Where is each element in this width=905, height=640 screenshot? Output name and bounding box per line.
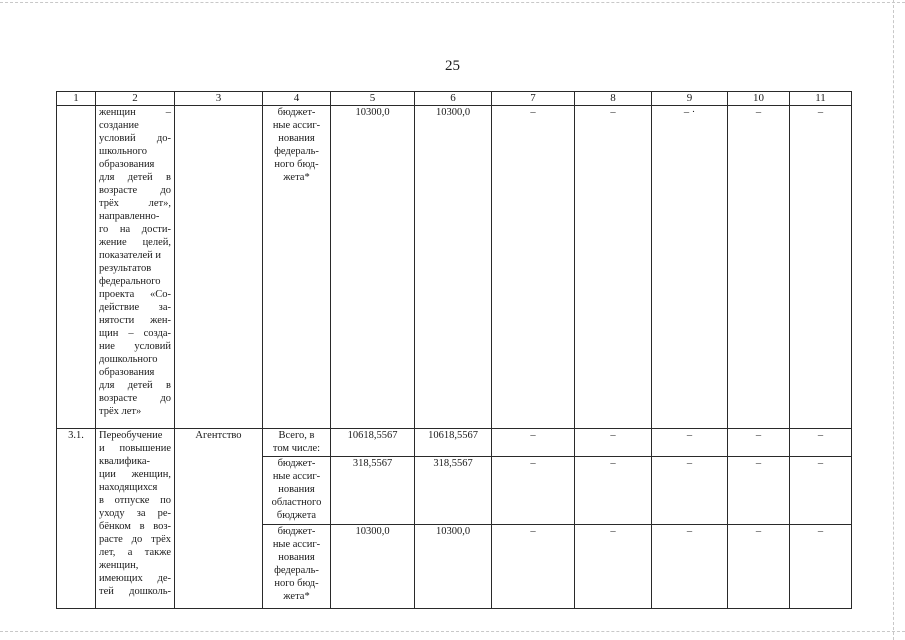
text-line: бёнком в воз- (99, 521, 171, 532)
dash-cell: – (790, 106, 852, 429)
text-line: ции женщин, (99, 469, 171, 480)
table-row (57, 429, 852, 457)
text-line: федераль- (274, 565, 319, 576)
header-cell: 4 (263, 92, 331, 106)
dash-cell: – (492, 525, 575, 609)
dash-cell: – (652, 525, 728, 609)
table-row (57, 106, 852, 429)
text-line: дошкольного (99, 354, 158, 365)
text-line: тей дошколь- (99, 586, 171, 597)
text-line: нятости жен- (99, 315, 171, 326)
header-cell: 8 (575, 92, 652, 106)
page-number: 25 (445, 58, 460, 74)
amount-cell: 318,5567 (331, 457, 415, 525)
text-line: ного бюд- (274, 159, 319, 170)
text-line: щин – созда- (99, 328, 171, 339)
text-line: для детей в (99, 172, 171, 183)
dash-cell: – (790, 457, 852, 525)
dash-cell: – (492, 457, 575, 525)
dash-cell: – (492, 429, 575, 457)
text-line: трёх лет» (99, 406, 142, 417)
text-line: Переобучение (99, 430, 163, 441)
text-line: бюджета (276, 510, 317, 521)
dash-cell: – (728, 525, 790, 609)
text-line: условий до- (99, 133, 171, 144)
column-number-row (57, 92, 852, 106)
text-line: жета* (283, 591, 310, 602)
text-line: Всего, в (278, 430, 315, 441)
text-line: нования (278, 484, 315, 495)
text-line: бюджет- (277, 458, 316, 469)
dash-cell: – (575, 106, 652, 429)
text-line: результатов (99, 263, 152, 274)
text-line: находящихся (99, 482, 158, 493)
dash-cell: – (575, 429, 652, 457)
header-cell: 5 (331, 92, 415, 106)
header-cell: 3 (175, 92, 263, 106)
text-line: расте до трёх (99, 534, 171, 545)
text-line: ные ассиг- (272, 539, 321, 550)
header-cell: 11 (790, 92, 852, 106)
amount-cell: 10618,5567 (415, 429, 492, 457)
dash-cell: – (492, 106, 575, 429)
budget-table (56, 91, 852, 609)
dash-cell: – (575, 457, 652, 525)
text-line: бюджет- (277, 107, 316, 118)
text-line: уходу за ре- (99, 508, 171, 519)
text-line: нования (278, 552, 315, 563)
dash-cell: – · (652, 106, 728, 429)
text-line: показателей и (99, 250, 162, 261)
text-line: образования (99, 159, 155, 170)
dash-cell: – (728, 457, 790, 525)
dash-cell: – (790, 525, 852, 609)
scan-edge-bottom (0, 631, 905, 632)
amount-cell: 10300,0 (415, 106, 492, 429)
dash-cell: – (575, 525, 652, 609)
header-cell: 6 (415, 92, 492, 106)
scan-edge-top (0, 2, 905, 3)
scan-edge-right (893, 0, 894, 640)
text-line: образования (99, 367, 155, 378)
text-line: проекта «Со- (99, 289, 171, 300)
text-line: жение целей, (99, 237, 171, 248)
text-line: ные ассиг- (272, 471, 321, 482)
amount-cell: 10300,0 (331, 525, 415, 609)
text-line: федераль- (274, 146, 319, 157)
funding-source-cell (263, 106, 331, 429)
text-line: имеющих де- (99, 573, 171, 584)
amount-cell: 10300,0 (331, 106, 415, 429)
text-line: женщин – (99, 107, 171, 118)
header-cell: 2 (96, 92, 175, 106)
text-line: нования (278, 133, 315, 144)
funding-source-cell (263, 525, 331, 609)
header-cell: 10 (728, 92, 790, 106)
table-cell (175, 106, 263, 429)
dash-cell: – (728, 106, 790, 429)
text-line: трёх лет», (99, 198, 171, 209)
text-line: направленно- (99, 211, 160, 222)
text-line: бюджет- (277, 526, 316, 537)
text-line: квалифика- (99, 456, 151, 467)
amount-cell: 10618,5567 (331, 429, 415, 457)
item-number-cell: 3.1. (57, 429, 96, 609)
dash-cell: – (728, 429, 790, 457)
description-cell (96, 429, 175, 609)
text-line: го на дости- (99, 224, 171, 235)
executor-cell: Агентство (175, 429, 263, 609)
description-cell (96, 106, 175, 429)
header-cell: 1 (57, 92, 96, 106)
dash-cell: – (652, 457, 728, 525)
table-cell (57, 106, 96, 429)
text-line: ного бюд- (274, 578, 319, 589)
text-line: жета* (283, 172, 310, 183)
header-cell: 7 (492, 92, 575, 106)
funding-source-cell (263, 457, 331, 525)
text-line: создание (99, 120, 139, 131)
text-line: возрасте до (99, 393, 171, 404)
dash-cell: – (790, 429, 852, 457)
text-line: возрасте до (99, 185, 171, 196)
text-line: женщин, (99, 560, 139, 571)
text-line: федерального (99, 276, 161, 287)
text-line: ные ассиг- (272, 120, 321, 131)
amount-cell: 10300,0 (415, 525, 492, 609)
text-line: действие за- (99, 302, 171, 313)
text-line: ние условий (99, 341, 171, 352)
header-cell: 9 (652, 92, 728, 106)
dash-cell: – (652, 429, 728, 457)
text-line: в отпуске по (99, 495, 171, 506)
text-line: том числе: (272, 443, 321, 454)
text-line: лет, а также (99, 547, 171, 558)
text-line: и повышение (99, 443, 171, 454)
text-line: для детей в (99, 380, 171, 391)
amount-cell: 318,5567 (415, 457, 492, 525)
text-line: школьного (99, 146, 147, 157)
text-line: областного (271, 497, 322, 508)
funding-source-cell (263, 429, 331, 457)
